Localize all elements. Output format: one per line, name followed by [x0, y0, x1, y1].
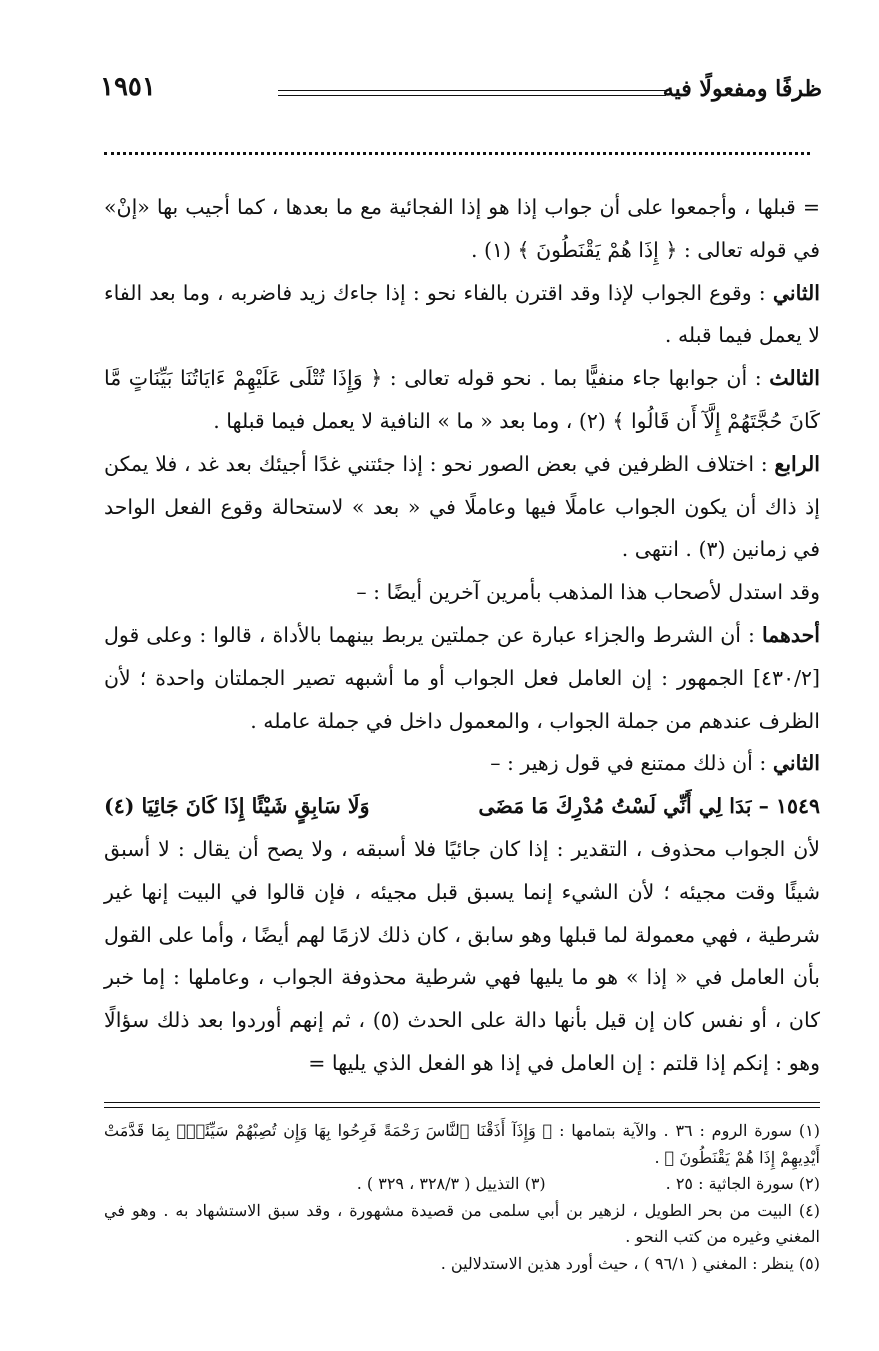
paragraph-text: : أن الشرط والجزاء عبارة عن جملتين يربط بينهما بالأداة ، قالوا : وعلى قول [٤٣٠/٢] الجمهور : إن العامل فعل الجواب أو ما أشبهه تصير الجملتان واحدة ؛ لأن الظرف عندهم من جملة الجواب ، والمعمول داخل في جملة عامله . [104, 622, 820, 733]
paragraph-lead: الثاني [772, 280, 820, 305]
dotted-separator [104, 152, 810, 155]
poetry-verse [104, 785, 820, 828]
verse-second-hemistich: وَلَا سَابِقٍ شَيْئًا إِذَا كَانَ جَائِيَا (٤) [104, 794, 370, 819]
footnote-row [104, 1171, 820, 1198]
hemistich-text: بَدَا لِي أَنِّي لَسْتُ مُدْرِكَ مَا مَضَى [478, 794, 752, 819]
paragraph-text: لأن الجواب محذوف ، التقدير : إذا كان جائيًا فلا أسبقه ، ولا يصح أن يقال : لا أسبق شيئًا وقت مجيئه ؛ لأن الشيء إنما يسبق قبل مجيئه ، فإن قالوا في البيت إنها غير شرطية ، فهي معمولة لما قبلها وهو سابق ، كان ذلك لازمًا لهم أيضًا ، وأما على القول بأن العامل في « إذا » هو ما يليها فهي شرطية محذوفة الجواب ، وعاملها : إما خبر كان ، أو نفس كان إن قيل بأنها دالة على الحدث (٥) ، ثم إنهم أوردوا بعد ذلك سؤالًا وهو : إنكم إذا قلتم : إن العامل في إذا هو الفعل الذي يليها = [104, 836, 820, 1075]
footnotes [104, 1118, 820, 1278]
paragraph [104, 742, 820, 785]
paragraph-text: : اختلاف الظرفين في بعض الصور نحو : إذا جئتني غدًا أجيئك بعد غد ، فلا يمكن إذ ذاك أن يكون الجواب عاملًا فيها وعاملًا في « بعد » لاستحالة وقوع الفعل الواحد في زمانين (٣) . انتهى . [104, 451, 820, 562]
paragraph [104, 272, 820, 358]
paragraph-text: = قبلها ، وأجمعوا على أن جواب إذا هو إذا الفجائية مع ما بعدها ، كما أجيب بها «إنْ» في قوله تعالى : ﴿ إِذَا هُمْ يَقْنَطُونَ ﴾ (١) . [104, 195, 820, 262]
paragraph [104, 443, 820, 571]
verse-number: ١٥٤٩ – [758, 794, 820, 819]
header-rule [278, 90, 666, 96]
paragraph-lead: الرابع [774, 451, 820, 476]
paragraph [104, 186, 820, 272]
footnote-3: (٣) التذييل ( ٣٢٨/٣ ، ٣٢٩ ) . [356, 1174, 546, 1194]
page-number: ١٩٥١ [100, 72, 156, 102]
footnote-rule [104, 1102, 820, 1108]
page-header [100, 72, 822, 112]
footnote-5: (٥) ينظر : المغني ( ٩٦/١ ) ، حيث أورد هذين الاستدلالين . [440, 1253, 820, 1273]
paragraph-text: : أن جوابها جاء منفيًّا بما . نحو قوله تعالى : ﴿ وَإِذَا تُتْلَى عَلَيْهِمْ ءَايَاتُنَا بَيِّنَاتٍ مَّا كَانَ حُجَّتَهُمْ إِلَّآ أَن قَالُوا ﴾ (٢) ، وما بعد « ما » النافية لا يعمل فيما قبلها . [104, 366, 820, 433]
paragraph-lead: الثاني [772, 751, 820, 776]
paragraph [104, 614, 820, 742]
paragraph-text: وقد استدل لأصحاب هذا المذهب بأمرين آخرين أيضًا : – [356, 580, 820, 605]
paragraph-text: : أن ذلك ممتنع في قول زهير : – [490, 751, 767, 776]
main-text [104, 186, 820, 1085]
paragraph-lead: أحدهما [761, 622, 820, 647]
paragraph [104, 828, 820, 1085]
footnote-2: (٢) سورة الجاثية : ٢٥ . [665, 1174, 820, 1194]
paragraph-text: : وقوع الجواب لإذا وقد اقترن بالفاء نحو : إذا جاءك زيد فاضربه ، وما بعد الفاء لا يعمل فيما قبله . [104, 280, 820, 348]
footnote-1: (١) سورة الروم : ٣٦ . والآية بتمامها : ﴿ وَإِذَآ أَذَقْنَا ٱلنَّاسَ رَحْمَةً فَرِحُوا بِهَا وَإِن تُصِبْهُمْ سَيِّئَةٌۢ بِمَا قَدَّمَتْ أَيْدِيهِمْ إِذَا هُمْ يَقْنَطُونَ ﴾ . [104, 1121, 820, 1167]
running-title: ظرفًا ومفعولًا فيه [662, 76, 822, 102]
paragraph [104, 571, 820, 614]
paragraph [104, 357, 820, 443]
footnote-4: (٤) البيت من بحر الطويل ، لزهير بن أبي سلمى من قصيدة مشهورة ، وقد سبق الاستشهاد به . وهو في المغني وغيره من كتب النحو . [104, 1200, 820, 1247]
paragraph-lead: الثالث [769, 366, 820, 391]
verse-first-hemistich [478, 785, 820, 828]
